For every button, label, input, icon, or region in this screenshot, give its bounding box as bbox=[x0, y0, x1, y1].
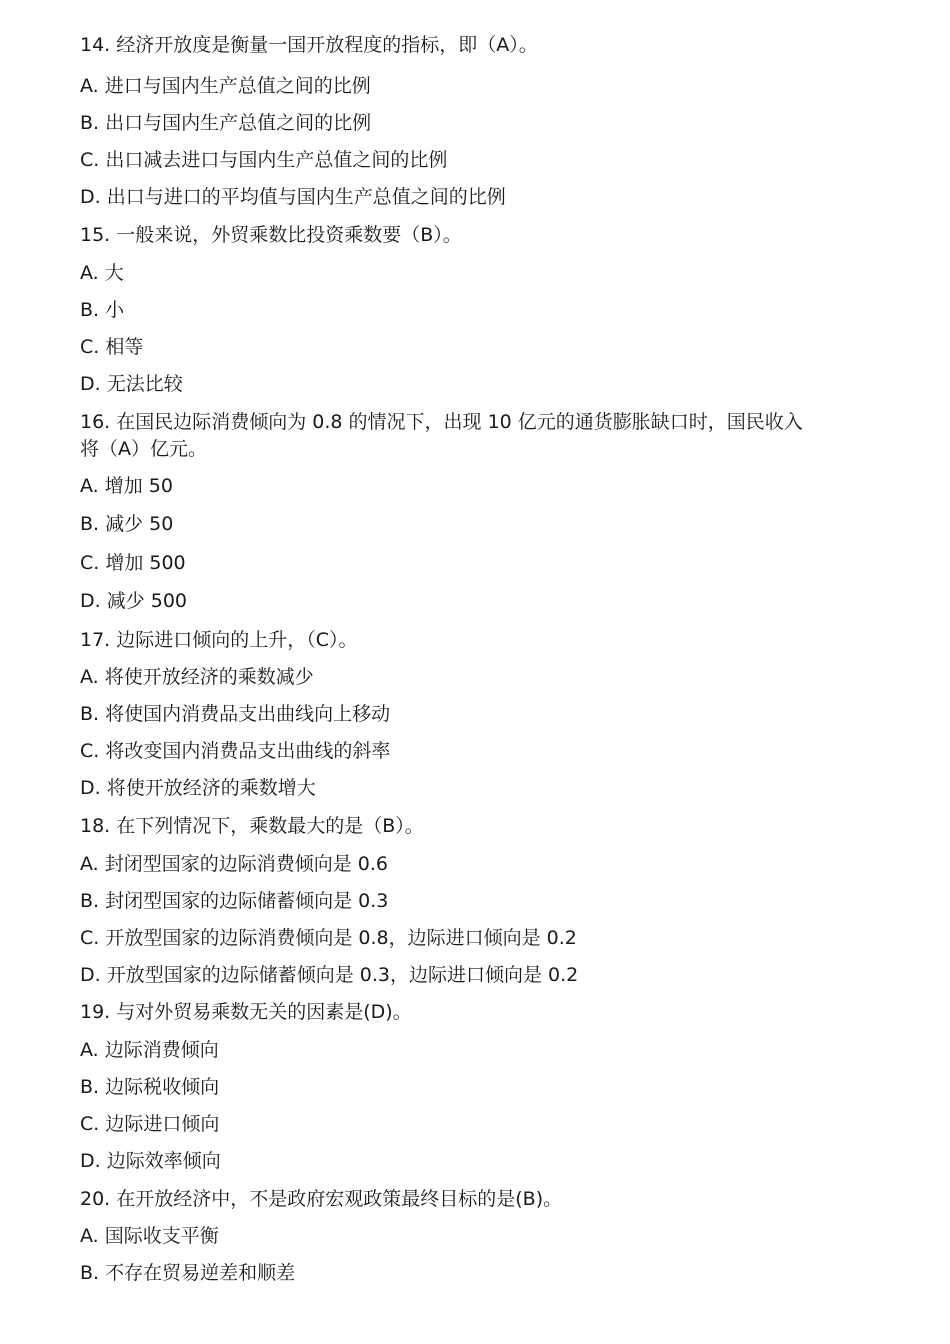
question-16-stem-line2: 将（A）亿元。 bbox=[80, 438, 207, 460]
question-16-option-b: B. 减少 50 bbox=[80, 513, 174, 535]
question-19-option-c: C. 边际进口倾向 bbox=[80, 1113, 220, 1135]
question-15-option-c: C. 相等 bbox=[80, 336, 144, 358]
question-18-option-a: A. 封闭型国家的边际消费倾向是 0.6 bbox=[80, 853, 388, 875]
question-16-option-c: C. 增加 500 bbox=[80, 552, 186, 574]
question-20-option-a: A. 国际收支平衡 bbox=[80, 1225, 219, 1247]
question-16-option-a: A. 增加 50 bbox=[80, 475, 173, 497]
question-15-stem: 15. 一般来说，外贸乘数比投资乘数要（B）。 bbox=[80, 224, 462, 246]
question-18-option-c: C. 开放型国家的边际消费倾向是 0.8，边际进口倾向是 0.2 bbox=[80, 927, 577, 949]
question-17-stem: 17. 边际进口倾向的上升，（C）。 bbox=[80, 629, 358, 651]
question-17-option-a: A. 将使开放经济的乘数减少 bbox=[80, 666, 314, 688]
question-19-stem: 19. 与对外贸易乘数无关的因素是(D)。 bbox=[80, 1001, 412, 1023]
question-19-option-d: D. 边际效率倾向 bbox=[80, 1150, 221, 1172]
question-15-option-b: B. 小 bbox=[80, 299, 125, 321]
question-18-option-d: D. 开放型国家的边际储蓄倾向是 0.3，边际进口倾向是 0.2 bbox=[80, 964, 579, 986]
question-19-option-a: A. 边际消费倾向 bbox=[80, 1039, 219, 1061]
question-18-stem: 18. 在下列情况下，乘数最大的是（B）。 bbox=[80, 815, 424, 837]
question-20-stem: 20. 在开放经济中，不是政府宏观政策最终目标的是(B)。 bbox=[80, 1188, 563, 1210]
question-17-option-c: C. 将改变国内消费品支出曲线的斜率 bbox=[80, 740, 391, 762]
question-20-option-b: B. 不存在贸易逆差和顺差 bbox=[80, 1262, 296, 1284]
question-19-option-b: B. 边际税收倾向 bbox=[80, 1076, 220, 1098]
question-17-option-d: D. 将使开放经济的乘数增大 bbox=[80, 777, 316, 799]
question-16-stem-line1: 16. 在国民边际消费倾向为 0.8 的情况下，出现 10 亿元的通货膨胀缺口时，国民收入 bbox=[80, 411, 803, 433]
question-14-option-d: D. 出口与进口的平均值与国内生产总值之间的比例 bbox=[80, 186, 506, 208]
question-14-stem: 14. 经济开放度是衡量一国开放程度的指标，即（A）。 bbox=[80, 34, 538, 56]
question-14-option-b: B. 出口与国内生产总值之间的比例 bbox=[80, 112, 372, 134]
question-16-option-d: D. 减少 500 bbox=[80, 590, 188, 612]
question-17-option-b: B. 将使国内消费品支出曲线向上移动 bbox=[80, 703, 391, 725]
question-18-option-b: B. 封闭型国家的边际储蓄倾向是 0.3 bbox=[80, 890, 389, 912]
question-15-option-d: D. 无法比较 bbox=[80, 373, 183, 395]
question-15-option-a: A. 大 bbox=[80, 262, 124, 284]
question-14-option-c: C. 出口减去进口与国内生产总值之间的比例 bbox=[80, 149, 448, 171]
question-14-option-a: A. 进口与国内生产总值之间的比例 bbox=[80, 75, 371, 97]
